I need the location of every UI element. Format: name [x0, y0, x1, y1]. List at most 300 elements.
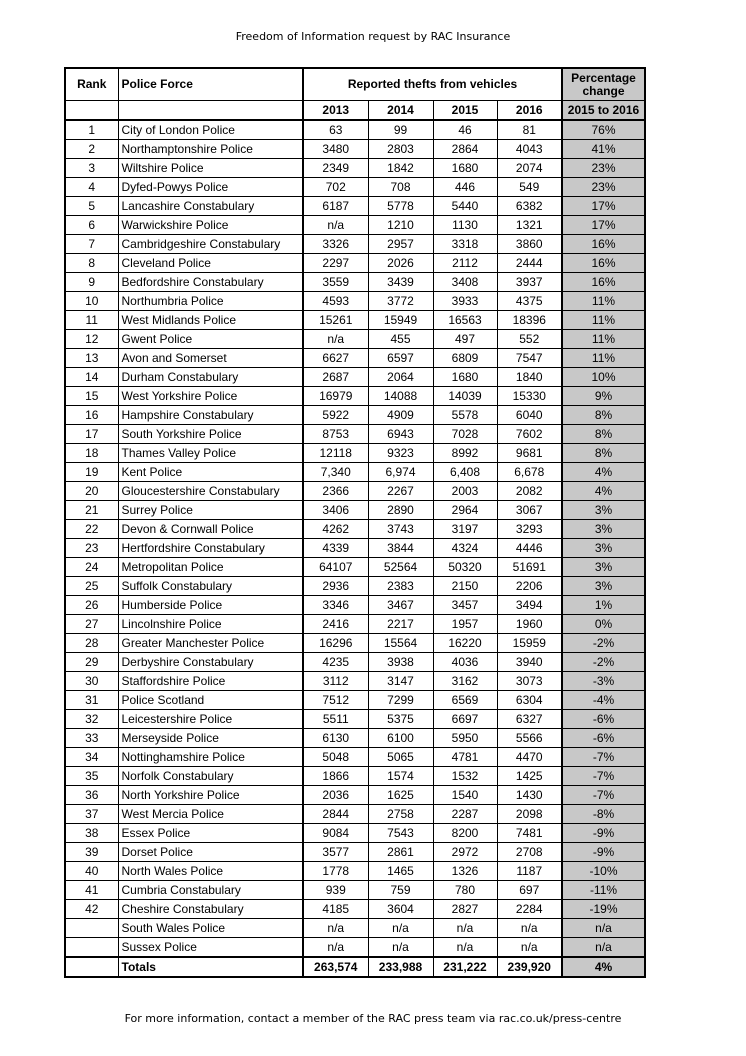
- thefts-2015-cell: 3933: [433, 292, 497, 311]
- rank-cell: 41: [65, 881, 118, 900]
- thefts-2014-cell: 6943: [368, 425, 433, 444]
- rank-cell: [65, 919, 118, 938]
- rank-cell: 38: [65, 824, 118, 843]
- table-row: [65, 919, 645, 938]
- percentage-change-cell: -19%: [562, 900, 645, 919]
- percentage-change-cell: -10%: [562, 862, 645, 881]
- totals-thefts-2016-cell: 239,920: [497, 957, 562, 977]
- percentage-change-cell: 3%: [562, 558, 645, 577]
- table-row: [65, 159, 645, 178]
- percentage-change-cell: -7%: [562, 767, 645, 786]
- table-row: [65, 862, 645, 881]
- percentage-change-cell: 4%: [562, 482, 645, 501]
- table-row: [65, 425, 645, 444]
- thefts-2014-cell: 1210: [368, 216, 433, 235]
- thefts-2014-cell: 4909: [368, 406, 433, 425]
- thefts-2015-cell: 50320: [433, 558, 497, 577]
- thefts-2015-cell: 4781: [433, 748, 497, 767]
- table-row: [65, 767, 645, 786]
- thefts-2016-cell: 9681: [497, 444, 562, 463]
- police-force-cell: Police Scotland: [118, 691, 303, 710]
- thefts-2016-cell: n/a: [497, 938, 562, 958]
- thefts-2015-cell: 446: [433, 178, 497, 197]
- thefts-2016-cell: 2444: [497, 254, 562, 273]
- percentage-change-cell: 23%: [562, 159, 645, 178]
- year-2013-header: 2013: [303, 101, 368, 121]
- thefts-2016-cell: 3860: [497, 235, 562, 254]
- police-force-cell: Bedfordshire Constabulary: [118, 273, 303, 292]
- thefts-2014-cell: 9323: [368, 444, 433, 463]
- thefts-2014-cell: 3604: [368, 900, 433, 919]
- table-row: [65, 406, 645, 425]
- police-force-cell: West Midlands Police: [118, 311, 303, 330]
- rank-cell: 42: [65, 900, 118, 919]
- thefts-2013-cell: 6627: [303, 349, 368, 368]
- rank-cell: 39: [65, 843, 118, 862]
- percentage-change-cell: -4%: [562, 691, 645, 710]
- thefts-2014-cell: 1465: [368, 862, 433, 881]
- years-row: [65, 101, 645, 121]
- thefts-2015-cell: 1680: [433, 159, 497, 178]
- thefts-2014-cell: 6597: [368, 349, 433, 368]
- thefts-2013-cell: 702: [303, 178, 368, 197]
- percentage-change-cell: 3%: [562, 520, 645, 539]
- rank-cell: 31: [65, 691, 118, 710]
- thefts-2016-cell: 5566: [497, 729, 562, 748]
- pct-period-header: 2015 to 2016: [562, 101, 645, 121]
- table-row: [65, 501, 645, 520]
- thefts-2014-cell: 2803: [368, 140, 433, 159]
- thefts-2015-cell: 14039: [433, 387, 497, 406]
- police-force-cell: Thames Valley Police: [118, 444, 303, 463]
- thefts-2013-cell: 2036: [303, 786, 368, 805]
- table-row: [65, 672, 645, 691]
- percentage-change-cell: 0%: [562, 615, 645, 634]
- thefts-2013-cell: 16296: [303, 634, 368, 653]
- thefts-2013-cell: 9084: [303, 824, 368, 843]
- thefts-2014-cell: 2957: [368, 235, 433, 254]
- thefts-2013-cell: 1866: [303, 767, 368, 786]
- thefts-2015-cell: 3457: [433, 596, 497, 615]
- thefts-2013-cell: 7512: [303, 691, 368, 710]
- thefts-2016-cell: 3494: [497, 596, 562, 615]
- thefts-2015-cell: 4036: [433, 653, 497, 672]
- thefts-2014-cell: 1574: [368, 767, 433, 786]
- thefts-2014-cell: 3938: [368, 653, 433, 672]
- thefts-2016-cell: 2206: [497, 577, 562, 596]
- thefts-2013-cell: n/a: [303, 938, 368, 958]
- police-force-cell: Wiltshire Police: [118, 159, 303, 178]
- percentage-change-cell: 9%: [562, 387, 645, 406]
- thefts-2016-cell: 2098: [497, 805, 562, 824]
- police-force-cell: Cleveland Police: [118, 254, 303, 273]
- police-force-cell: Hampshire Constabulary: [118, 406, 303, 425]
- thefts-2016-cell: 3067: [497, 501, 562, 520]
- thefts-2013-cell: 64107: [303, 558, 368, 577]
- thefts-2016-cell: 18396: [497, 311, 562, 330]
- table-row: [65, 444, 645, 463]
- percentage-change-cell: -6%: [562, 729, 645, 748]
- thefts-2013-cell: 2687: [303, 368, 368, 387]
- table-row: [65, 311, 645, 330]
- thefts-2013-cell: 6130: [303, 729, 368, 748]
- police-force-cell: Cumbria Constabulary: [118, 881, 303, 900]
- year-2015-header: 2015: [433, 101, 497, 121]
- thefts-2013-cell: 939: [303, 881, 368, 900]
- police-force-cell: South Wales Police: [118, 919, 303, 938]
- thefts-2015-cell: 3162: [433, 672, 497, 691]
- rank-cell: 37: [65, 805, 118, 824]
- thefts-2014-cell: 6,974: [368, 463, 433, 482]
- thefts-2015-cell: 1326: [433, 862, 497, 881]
- police-force-cell: Staffordshire Police: [118, 672, 303, 691]
- thefts-2016-cell: 7481: [497, 824, 562, 843]
- thefts-2014-cell: n/a: [368, 919, 433, 938]
- totals-police-force-cell: Totals: [118, 957, 303, 977]
- thefts-2014-cell: 14088: [368, 387, 433, 406]
- thefts-2014-cell: 6100: [368, 729, 433, 748]
- thefts-2014-cell: 52564: [368, 558, 433, 577]
- police-force-cell: Dorset Police: [118, 843, 303, 862]
- table-row: [65, 729, 645, 748]
- thefts-2016-cell: 51691: [497, 558, 562, 577]
- force-blank: [118, 101, 303, 121]
- table-row: [65, 349, 645, 368]
- percentage-change-cell: 16%: [562, 235, 645, 254]
- thefts-2015-cell: 4324: [433, 539, 497, 558]
- thefts-2016-cell: 1430: [497, 786, 562, 805]
- thefts-2015-cell: 46: [433, 120, 497, 140]
- police-force-header: Police Force: [118, 68, 303, 101]
- thefts-2013-cell: 3480: [303, 140, 368, 159]
- police-force-cell: Surrey Police: [118, 501, 303, 520]
- police-force-cell: Northumbria Police: [118, 292, 303, 311]
- thefts-2016-cell: 6382: [497, 197, 562, 216]
- thefts-2014-cell: 2026: [368, 254, 433, 273]
- thefts-2015-cell: n/a: [433, 919, 497, 938]
- table-row: [65, 120, 645, 140]
- thefts-2016-cell: 1187: [497, 862, 562, 881]
- thefts-2013-cell: 6187: [303, 197, 368, 216]
- totals-thefts-2013-cell: 263,574: [303, 957, 368, 977]
- thefts-2015-cell: 1532: [433, 767, 497, 786]
- table-row: [65, 938, 645, 958]
- thefts-2016-cell: 3937: [497, 273, 562, 292]
- page-footer: For more information, contact a member of the RAC press team via rac.co.uk/press-centre: [124, 1012, 622, 1025]
- police-force-cell: City of London Police: [118, 120, 303, 140]
- table-row: [65, 691, 645, 710]
- thefts-2013-cell: 15261: [303, 311, 368, 330]
- thefts-2013-cell: 3406: [303, 501, 368, 520]
- thefts-2016-cell: 15330: [497, 387, 562, 406]
- page-header: Freedom of Information request by RAC Insurance: [235, 30, 511, 43]
- thefts-2016-cell: 4375: [497, 292, 562, 311]
- rank-cell: 4: [65, 178, 118, 197]
- thefts-2016-cell: 6040: [497, 406, 562, 425]
- thefts-2016-cell: 6304: [497, 691, 562, 710]
- table-header-row: [65, 68, 645, 101]
- police-force-cell: Gwent Police: [118, 330, 303, 349]
- police-force-cell: Gloucestershire Constabulary: [118, 482, 303, 501]
- police-force-cell: Cheshire Constabulary: [118, 900, 303, 919]
- percentage-change-cell: -6%: [562, 710, 645, 729]
- police-force-cell: Greater Manchester Police: [118, 634, 303, 653]
- thefts-2014-cell: 3467: [368, 596, 433, 615]
- thefts-2015-cell: 2287: [433, 805, 497, 824]
- table-row: [65, 273, 645, 292]
- police-force-cell: West Mercia Police: [118, 805, 303, 824]
- police-force-cell: South Yorkshire Police: [118, 425, 303, 444]
- thefts-2015-cell: 2003: [433, 482, 497, 501]
- thefts-2015-cell: 3197: [433, 520, 497, 539]
- thefts-2015-cell: 2972: [433, 843, 497, 862]
- percentage-change-header: Percentage change: [562, 68, 645, 101]
- thefts-2015-cell: 6697: [433, 710, 497, 729]
- police-force-cell: Lincolnshire Police: [118, 615, 303, 634]
- thefts-2014-cell: 5065: [368, 748, 433, 767]
- totals-percentage-change-cell: 4%: [562, 957, 645, 977]
- thefts-2015-cell: 6,408: [433, 463, 497, 482]
- reported-thefts-header: Reported thefts from vehicles: [303, 68, 562, 101]
- rank-cell: 15: [65, 387, 118, 406]
- thefts-2015-cell: 5950: [433, 729, 497, 748]
- totals-thefts-2015-cell: 231,222: [433, 957, 497, 977]
- totals-thefts-2014-cell: 233,988: [368, 957, 433, 977]
- thefts-2015-cell: 16220: [433, 634, 497, 653]
- percentage-change-cell: -7%: [562, 748, 645, 767]
- rank-cell: 19: [65, 463, 118, 482]
- percentage-change-cell: 16%: [562, 254, 645, 273]
- thefts-2016-cell: 549: [497, 178, 562, 197]
- rank-cell: 7: [65, 235, 118, 254]
- percentage-change-cell: 10%: [562, 368, 645, 387]
- thefts-2016-cell: 7602: [497, 425, 562, 444]
- rank-cell: 34: [65, 748, 118, 767]
- percentage-change-cell: 23%: [562, 178, 645, 197]
- thefts-2015-cell: 2150: [433, 577, 497, 596]
- thefts-2015-cell: n/a: [433, 938, 497, 958]
- rank-cell: 32: [65, 710, 118, 729]
- table-row: [65, 634, 645, 653]
- thefts-2016-cell: 1321: [497, 216, 562, 235]
- thefts-2015-cell: 780: [433, 881, 497, 900]
- table-row: [65, 824, 645, 843]
- table-row: [65, 368, 645, 387]
- thefts-2013-cell: 3326: [303, 235, 368, 254]
- table-row: [65, 520, 645, 539]
- rank-header: Rank: [65, 68, 118, 101]
- thefts-2015-cell: 3318: [433, 235, 497, 254]
- rank-cell: 22: [65, 520, 118, 539]
- rank-cell: 14: [65, 368, 118, 387]
- percentage-change-cell: 11%: [562, 292, 645, 311]
- percentage-change-cell: -2%: [562, 653, 645, 672]
- thefts-table: [64, 67, 646, 978]
- thefts-2014-cell: 99: [368, 120, 433, 140]
- percentage-change-cell: 41%: [562, 140, 645, 159]
- thefts-2015-cell: 1957: [433, 615, 497, 634]
- table-row: [65, 216, 645, 235]
- thefts-2016-cell: 1425: [497, 767, 562, 786]
- rank-cell: 29: [65, 653, 118, 672]
- rank-cell: 28: [65, 634, 118, 653]
- percentage-change-cell: 3%: [562, 539, 645, 558]
- thefts-2014-cell: 2890: [368, 501, 433, 520]
- table-row: [65, 330, 645, 349]
- thefts-2016-cell: 6,678: [497, 463, 562, 482]
- table-row: [65, 558, 645, 577]
- police-force-cell: Nottinghamshire Police: [118, 748, 303, 767]
- thefts-2013-cell: 4262: [303, 520, 368, 539]
- thefts-2014-cell: 3147: [368, 672, 433, 691]
- percentage-change-cell: -9%: [562, 824, 645, 843]
- percentage-change-cell: 17%: [562, 216, 645, 235]
- thefts-2013-cell: 4235: [303, 653, 368, 672]
- police-force-cell: Kent Police: [118, 463, 303, 482]
- percentage-change-cell: n/a: [562, 938, 645, 958]
- rank-cell: 13: [65, 349, 118, 368]
- thefts-2014-cell: 1842: [368, 159, 433, 178]
- thefts-2014-cell: 455: [368, 330, 433, 349]
- table-row: [65, 881, 645, 900]
- rank-cell: [65, 938, 118, 958]
- thefts-2016-cell: 7547: [497, 349, 562, 368]
- table-row: [65, 748, 645, 767]
- thefts-2015-cell: 7028: [433, 425, 497, 444]
- police-force-cell: Sussex Police: [118, 938, 303, 958]
- thefts-2016-cell: 2284: [497, 900, 562, 919]
- year-2016-header: 2016: [497, 101, 562, 121]
- rank-cell: 36: [65, 786, 118, 805]
- percentage-change-cell: 11%: [562, 349, 645, 368]
- thefts-2014-cell: 2217: [368, 615, 433, 634]
- thefts-2015-cell: 16563: [433, 311, 497, 330]
- thefts-2014-cell: 15949: [368, 311, 433, 330]
- table-row: [65, 197, 645, 216]
- thefts-2014-cell: 2861: [368, 843, 433, 862]
- rank-cell: 35: [65, 767, 118, 786]
- police-force-cell: Metropolitan Police: [118, 558, 303, 577]
- thefts-2013-cell: 2366: [303, 482, 368, 501]
- thefts-2015-cell: 6569: [433, 691, 497, 710]
- rank-cell: 40: [65, 862, 118, 881]
- rank-cell: 20: [65, 482, 118, 501]
- thefts-2015-cell: 5440: [433, 197, 497, 216]
- percentage-change-cell: 8%: [562, 425, 645, 444]
- rank-cell: 26: [65, 596, 118, 615]
- table-row: [65, 235, 645, 254]
- thefts-2015-cell: 1540: [433, 786, 497, 805]
- thefts-2014-cell: 708: [368, 178, 433, 197]
- percentage-change-cell: -7%: [562, 786, 645, 805]
- table-row: [65, 843, 645, 862]
- thefts-2015-cell: 6809: [433, 349, 497, 368]
- percentage-change-cell: 8%: [562, 444, 645, 463]
- table-row: [65, 596, 645, 615]
- rank-cell: 16: [65, 406, 118, 425]
- thefts-2013-cell: 2349: [303, 159, 368, 178]
- table-row: [65, 140, 645, 159]
- thefts-2013-cell: 7,340: [303, 463, 368, 482]
- thefts-2014-cell: 2758: [368, 805, 433, 824]
- percentage-change-cell: 76%: [562, 120, 645, 140]
- thefts-2016-cell: 3073: [497, 672, 562, 691]
- rank-cell: 23: [65, 539, 118, 558]
- thefts-2015-cell: 3408: [433, 273, 497, 292]
- police-force-cell: Merseyside Police: [118, 729, 303, 748]
- percentage-change-cell: -11%: [562, 881, 645, 900]
- rank-cell: 9: [65, 273, 118, 292]
- police-force-cell: Cambridgeshire Constabulary: [118, 235, 303, 254]
- table-row: [65, 710, 645, 729]
- thefts-2016-cell: 2082: [497, 482, 562, 501]
- rank-cell: 2: [65, 140, 118, 159]
- percentage-change-cell: -3%: [562, 672, 645, 691]
- thefts-2014-cell: 7299: [368, 691, 433, 710]
- table-row: [65, 577, 645, 596]
- thefts-2013-cell: 5511: [303, 710, 368, 729]
- thefts-2013-cell: n/a: [303, 919, 368, 938]
- thefts-2014-cell: 15564: [368, 634, 433, 653]
- thefts-2016-cell: 15959: [497, 634, 562, 653]
- rank-blank: [65, 101, 118, 121]
- percentage-change-cell: 4%: [562, 463, 645, 482]
- thefts-2016-cell: 4043: [497, 140, 562, 159]
- police-force-cell: Devon & Cornwall Police: [118, 520, 303, 539]
- thefts-2014-cell: 1625: [368, 786, 433, 805]
- rank-cell: 3: [65, 159, 118, 178]
- totals-rank-cell: [65, 957, 118, 977]
- thefts-2013-cell: 2844: [303, 805, 368, 824]
- rank-cell: 10: [65, 292, 118, 311]
- thefts-2013-cell: 3559: [303, 273, 368, 292]
- table-row: [65, 178, 645, 197]
- thefts-2014-cell: 2267: [368, 482, 433, 501]
- table-row: [65, 615, 645, 634]
- percentage-change-cell: 11%: [562, 330, 645, 349]
- rank-cell: 12: [65, 330, 118, 349]
- thefts-2013-cell: 16979: [303, 387, 368, 406]
- thefts-2015-cell: 2964: [433, 501, 497, 520]
- thefts-2013-cell: 12118: [303, 444, 368, 463]
- rank-cell: 11: [65, 311, 118, 330]
- thefts-2013-cell: 5048: [303, 748, 368, 767]
- table-row: [65, 805, 645, 824]
- table-row: [65, 900, 645, 919]
- police-force-cell: Warwickshire Police: [118, 216, 303, 235]
- thefts-2015-cell: 5578: [433, 406, 497, 425]
- thefts-2016-cell: 1840: [497, 368, 562, 387]
- thefts-2013-cell: 1778: [303, 862, 368, 881]
- police-force-cell: West Yorkshire Police: [118, 387, 303, 406]
- police-force-cell: Leicestershire Police: [118, 710, 303, 729]
- rank-cell: 24: [65, 558, 118, 577]
- thefts-2014-cell: 759: [368, 881, 433, 900]
- totals-row: [65, 957, 645, 977]
- thefts-2013-cell: n/a: [303, 216, 368, 235]
- thefts-2016-cell: 81: [497, 120, 562, 140]
- table-row: [65, 786, 645, 805]
- thefts-2014-cell: n/a: [368, 938, 433, 958]
- thefts-2013-cell: 3346: [303, 596, 368, 615]
- thefts-2015-cell: 1130: [433, 216, 497, 235]
- police-force-cell: Northamptonshire Police: [118, 140, 303, 159]
- thefts-2013-cell: 4593: [303, 292, 368, 311]
- table-row: [65, 482, 645, 501]
- thefts-2016-cell: n/a: [497, 919, 562, 938]
- police-force-cell: North Wales Police: [118, 862, 303, 881]
- percentage-change-cell: n/a: [562, 919, 645, 938]
